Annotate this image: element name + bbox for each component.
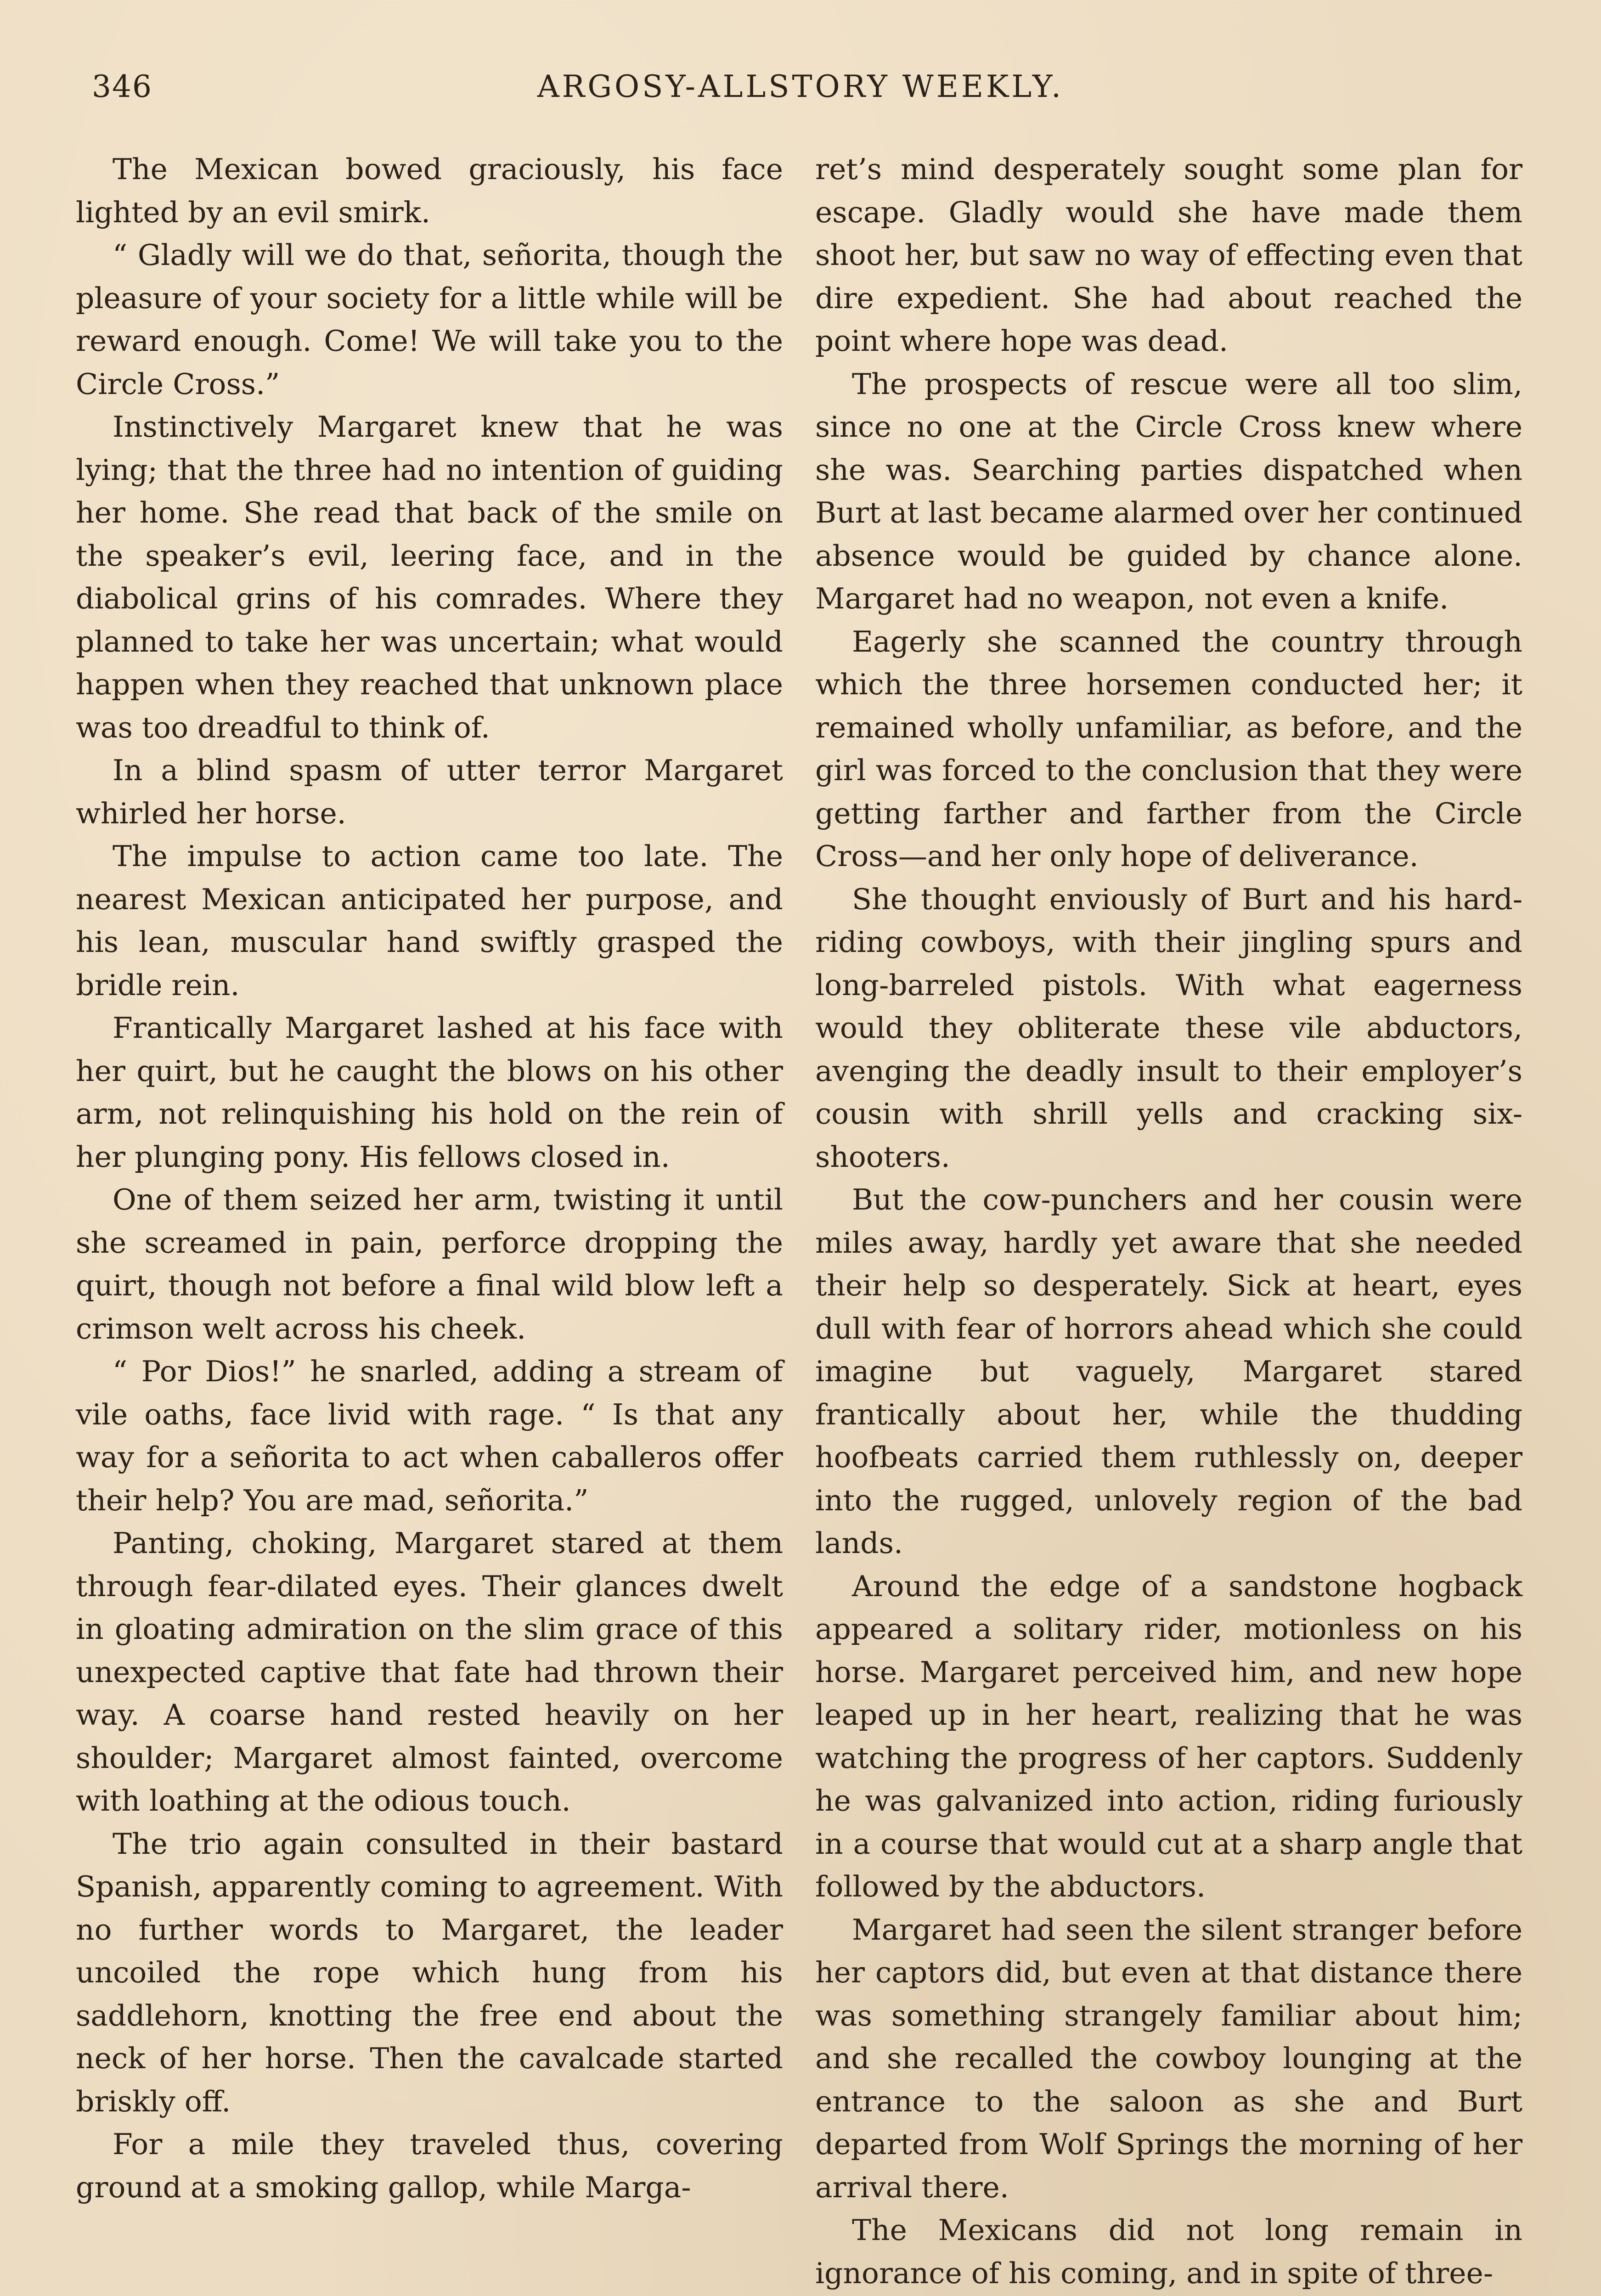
paragraph: The Mexican bowed graciously, his face lighted by an evil smirk. bbox=[76, 152, 783, 229]
paragraph: She thought enviously of Burt and his hard-riding cowboys, with their jingling spurs and long-barreled pistols. With what eagerness would they obliterate these vile abductors, avenging the deadly insult to their employer’s cousin with shrill yells and cracking six-shooters. bbox=[815, 882, 1522, 1174]
paragraph: In a blind spasm of utter terror Margaret whirled her horse. bbox=[76, 754, 783, 830]
paragraph: Panting, choking, Margaret stared at them through fear-dilated eyes. Their glances dwelt in gloating admiration on the slim grace of this unexpected captive that fate had thrown their way. A coarse hand rested heavily on her shoulder; Margaret almost fainted, overcome with loathing at the odious touch. bbox=[76, 1526, 783, 1818]
paragraph: But the cow-punchers and her cousin were miles away, hardly yet aware that she needed their help so desperately. Sick at heart, eyes dull with fear of horrors ahead which she could imagine but vaguely, Margaret stared frantically about her, while the thudding hoofbeats carried them ruthlessly on, deeper into the rugged, unlovely region of the bad lands. bbox=[815, 1183, 1522, 1560]
paragraph: ret’s mind desperately sought some plan for escape. Gladly would she have made them shoot her, but saw no way of effecting even that dire expedient. She had about reached the point where hope was dead. bbox=[815, 152, 1522, 358]
paragraph: Frantically Margaret lashed at his face with her quirt, but he caught the blows on his other arm, not relinquishing his hold on the rein of her plunging pony. His fellows closed in. bbox=[76, 1011, 783, 1174]
page-header bbox=[0, 69, 1601, 119]
paragraph: The Mexicans did not long remain in ignorance of his coming, and in spite of three- bbox=[815, 2213, 1522, 2290]
paragraph: “ Por Dios!” he snarled, adding a stream of vile oaths, face livid with rage. “ Is that any way for a señorita to act when caballeros offer their help? You are mad, señorita.” bbox=[76, 1355, 783, 1517]
paragraph: Eagerly she scanned the country through which the three horsemen conducted her; it remained wholly unfamiliar, as before, and the girl was forced to the conclusion that they were getting farther and farther from the Circle Cross—and her only hope of deliverance. bbox=[815, 625, 1522, 873]
right-column bbox=[815, 148, 1522, 2296]
paragraph: “ Gladly will we do that, señorita, though the pleasure of your society for a little while will be reward enough. Come! We will take you to the Circle Cross.” bbox=[76, 238, 783, 401]
paragraph: One of them seized her arm, twisting it until she screamed in pain, perforce dropping the quirt, though not before a final wild blow left a crimson welt across his cheek. bbox=[76, 1183, 783, 1345]
paragraph: The trio again consulted in their bastard Spanish, apparently coming to agreement. With no further words to Margaret, the leader uncoiled the rope which hung from his saddlehorn, knotting the free end about the neck of her horse. Then the cavalcade started briskly off. bbox=[76, 1827, 783, 2118]
paragraph: Around the edge of a sandstone hogback appeared a solitary rider, motionless on his horse. Margaret perceived him, and new hope leaped up in her heart, realizing that he was watching the progress of her captors. Suddenly he was galvanized into action, riding furiously in a course that would cut at a sharp angle that followed by the abductors. bbox=[815, 1569, 1522, 1903]
left-column bbox=[76, 148, 783, 2296]
paragraph: For a mile they traveled thus, covering ground at a smoking gallop, while Marga- bbox=[76, 2127, 783, 2204]
paragraph: The impulse to action came too late. The nearest Mexican anticipated her purpose, and his lean, muscular hand swiftly grasped the bridle rein. bbox=[76, 839, 783, 1002]
paragraph: The prospects of rescue were all too slim, since no one at the Circle Cross knew where she was. Searching parties dispatched when Burt at last became alarmed over her continued absence would be guided by chance alone. Margaret had no weapon, not even a knife. bbox=[815, 367, 1522, 615]
running-title: ARGOSY-ALLSTORY WEEKLY. bbox=[537, 69, 1064, 104]
page-number: 346 bbox=[92, 69, 152, 104]
paragraph: Margaret had seen the silent stranger before her captors did, but even at that distance there was something strangely familiar about him; and she recalled the cowboy lounging at the entrance to the saloon as she and Burt departed from Wolf Springs the morning of her arrival there. bbox=[815, 1913, 1522, 2204]
paragraph: Instinctively Margaret knew that he was lying; that the three had no intention of guiding her home. She read that back of the smile on the speaker’s evil, leering face, and in the diabolical grins of his comrades. Where they planned to take her was uncertain; what would happen when they reached that unknown place was too dreadful to think of. bbox=[76, 410, 783, 744]
